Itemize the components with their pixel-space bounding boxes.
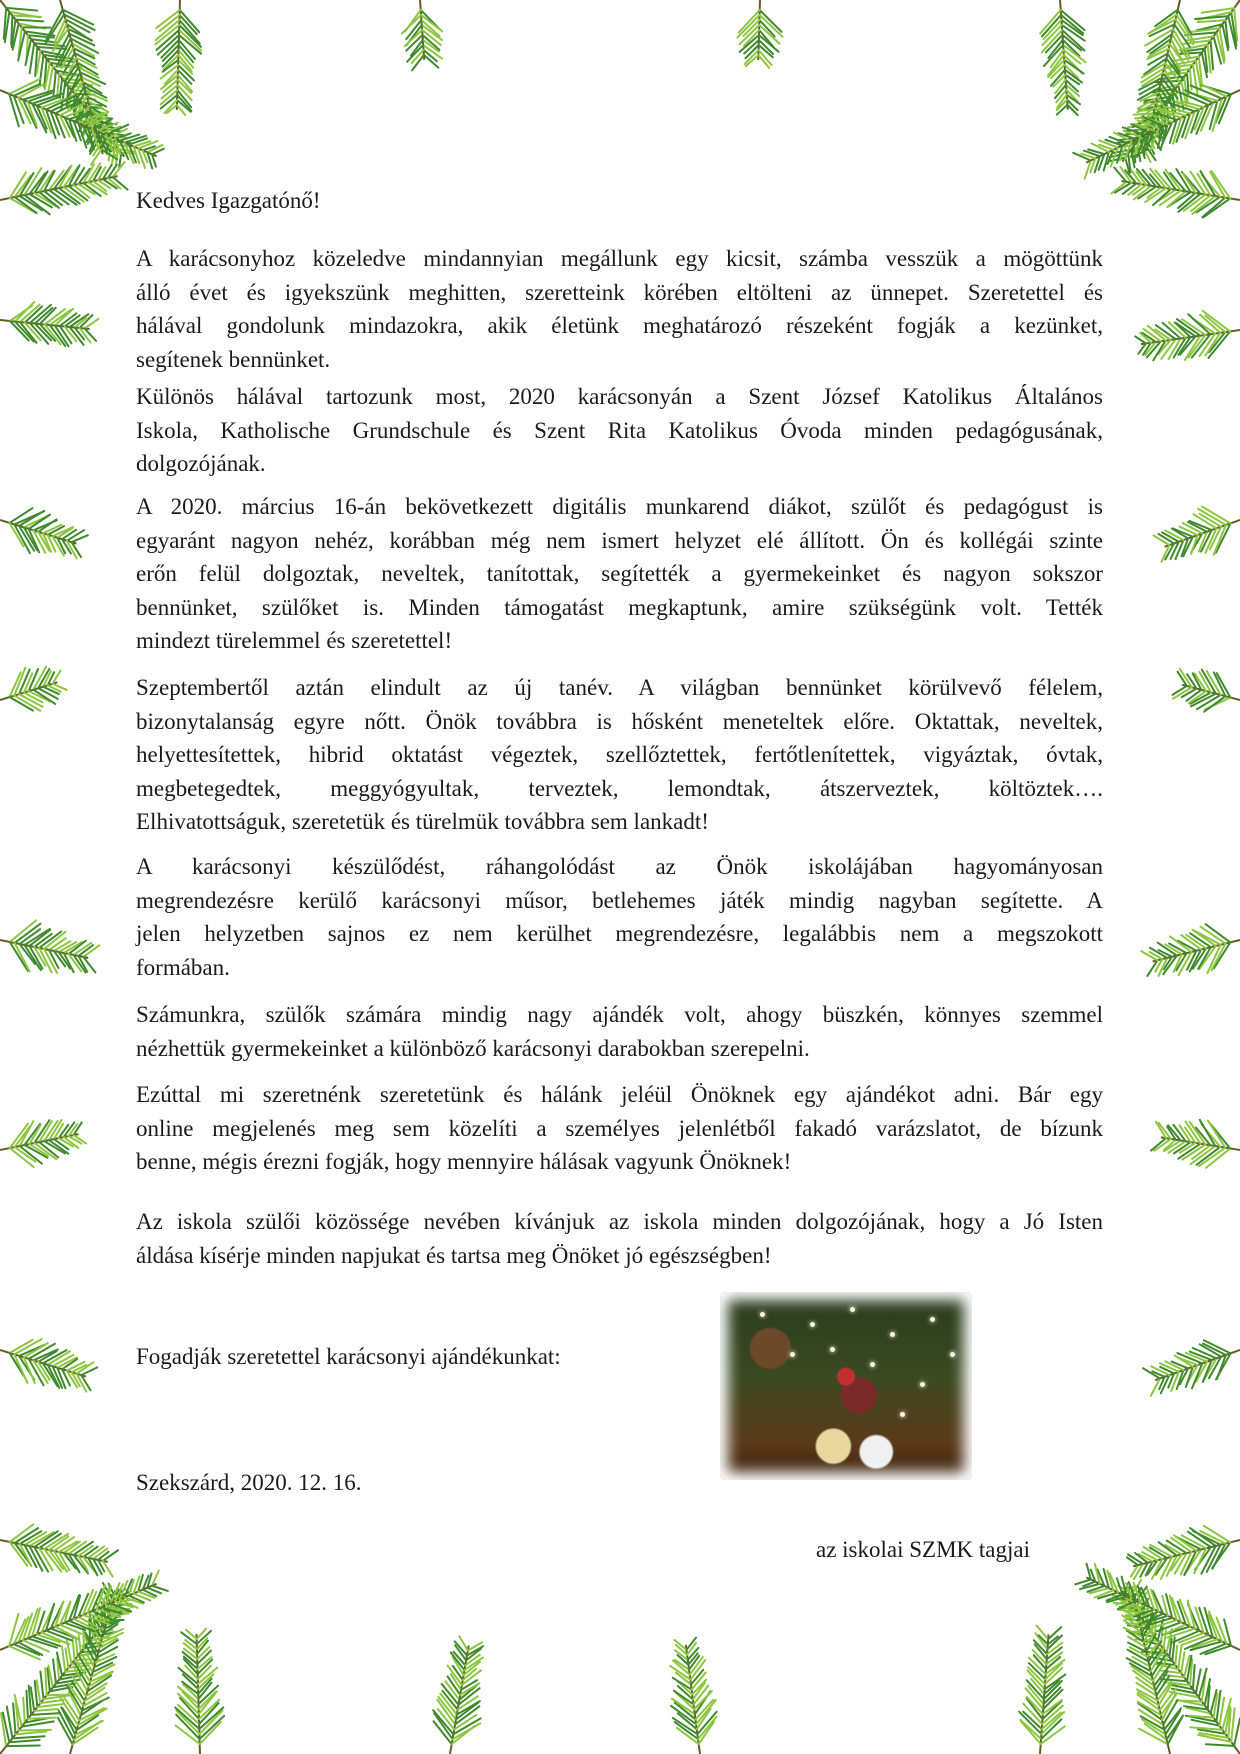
text-line: álló évet és igyekszünk meghitten, szeretteink körében eltölteni az ünnepet. Szeretettel és: [136, 279, 1103, 305]
text-line: Ezúttal mi szeretnénk szeretetünk és hálánk jeléül Önöknek egy ajándékot adni. Bár egy: [136, 1082, 1103, 1107]
bokeh-light: [950, 1352, 955, 1357]
bokeh-light: [890, 1332, 895, 1337]
signature: az iskolai SZMK tagjai: [816, 1537, 1030, 1562]
closing-line: Fogadják szeretettel karácsonyi ajándékunkat:: [136, 1344, 561, 1369]
bokeh-light: [900, 1412, 905, 1417]
text-line: helyettesítettek, hibrid oktatást végeztek, szellőztettek, fertőtlenítettek, vigyáztak, óvtak,: [136, 742, 1103, 768]
pine-branch: [737, 0, 782, 68]
bokeh-light: [850, 1307, 855, 1312]
text-line: Iskola, Katholische Grundschule és Szent Rita Katolikus Óvoda minden pedagógusának,: [136, 417, 1103, 443]
pine-branch: [0, 1120, 86, 1167]
pine-branch: [1143, 1340, 1240, 1396]
bokeh-light: [930, 1317, 935, 1322]
text-line: jelen helyzetben sajnos ez nem kerülhet megrendezésre, legalábbis nem a megszokott: [136, 921, 1103, 947]
text-line: A karácsonyhoz közeledve mindannyian megállunk egy kicsit, számba vesszük a mögöttünk: [136, 246, 1103, 271]
text-line: A karácsonyi készülődést, ráhangolódást az Önök iskolájában hagyományosan: [136, 854, 1103, 879]
pine-branch: [0, 79, 164, 168]
paragraph: [136, 850, 1103, 984]
text-line: megrendezésre kerülő karácsonyi műsor, betlehemes játék mindig nagyban segítette. A: [136, 887, 1103, 913]
paragraph: [136, 1205, 1103, 1272]
pine-branch: [1040, 0, 1086, 115]
text-line: Szeptembertől aztán elindult az új tanév. A világban bennünket körülvevő félelem,: [136, 675, 1103, 700]
pine-branch: [670, 1638, 717, 1754]
pine-branch: [175, 1629, 224, 1754]
bokeh-light: [760, 1312, 765, 1317]
pine-branch: [1172, 669, 1240, 712]
pine-branch: [1127, 1526, 1240, 1579]
pine-branch: [0, 920, 99, 973]
place-date: Szekszárd, 2020. 12. 16.: [136, 1470, 362, 1495]
text-line: dolgozójának.: [136, 451, 266, 477]
pine-branch: [0, 162, 128, 214]
text-line: bizonytalanság egyre nőtt. Önök továbbra is hősként meneteltek előre. Oktattak, neveltek,: [136, 708, 1103, 734]
text-line: mindezt türelemmel és szeretettel!: [136, 628, 453, 654]
nativity-photo: [720, 1292, 972, 1480]
bokeh-light: [790, 1352, 795, 1357]
text-line: formában.: [136, 954, 230, 980]
pine-branch: [1135, 311, 1240, 360]
pine-branch: [155, 0, 201, 115]
pine-branch: [0, 508, 88, 558]
text-line: erőn felül dolgoztak, neveltek, tanítottak, segítették a gyermekeinket és nagyon sokszor: [136, 561, 1103, 587]
paragraph: [136, 380, 1103, 481]
pine-branch: [1141, 924, 1240, 976]
paragraph: [136, 671, 1103, 839]
bokeh-light: [830, 1347, 835, 1352]
greeting: Kedves Igazgatónő!: [136, 188, 321, 213]
paragraph: [136, 1078, 1103, 1179]
bokeh-light: [870, 1362, 875, 1367]
pine-branch: [402, 0, 442, 70]
text-line: Az iskola szülői közössége nevében kívánjuk az iskola minden dolgozójának, hogy a Jó Isten: [136, 1209, 1103, 1234]
text-line: A 2020. március 16-án bekövetkezett digitális munkarend diákot, szülőt és pedagógust is: [136, 494, 1103, 519]
text-line: áldása kísérje minden napjukat és tartsa meg Önöket jó egészségben!: [136, 1242, 772, 1268]
text-line: online megjelenés meg sem közelíti a személyes jelenlétből fakadó varázslatot, de bízunk: [136, 1115, 1103, 1141]
pine-branch: [433, 1636, 483, 1754]
text-line: Különös hálával tartozunk most, 2020 karácsonyán a Szent József Katolikus Általános: [136, 384, 1103, 409]
text-line: Számunkra, szülők számára mindig nagy ajándék volt, ahogy büszkén, könnyes szemmel: [136, 1002, 1103, 1027]
paragraph: [136, 998, 1103, 1065]
bokeh-light: [810, 1322, 815, 1327]
pine-branch: [0, 1524, 118, 1576]
text-line: egyaránt nagyon nehéz, korábban még nem ismert helyzet elé állított. Ön és kollégái szinte: [136, 527, 1103, 553]
text-line: benne, mégis érezni fogják, hogy mennyire hálásak vagyunk Önöknek!: [136, 1149, 792, 1175]
pine-branch: [1154, 507, 1240, 562]
paragraph: [136, 242, 1103, 376]
pine-branch: [0, 667, 67, 711]
text-line: bennünket, szülőket is. Minden támogatást megkaptunk, amire szükségünk volt. Tették: [136, 594, 1103, 620]
pine-branch: [1151, 1120, 1240, 1168]
pine-branch: [0, 302, 99, 346]
text-line: segítenek bennünket.: [136, 346, 331, 372]
pine-branch: [1111, 167, 1240, 218]
text-line: Elhivatottságuk, szeretetük és türelmük továbbra sem lankadt!: [136, 809, 709, 835]
pine-branch: [1019, 1626, 1065, 1754]
pine-branch: [0, 1339, 97, 1391]
paragraph: [136, 490, 1103, 658]
text-line: nézhettük gyermekeinket a különböző karácsonyi darabokban szerepelni.: [136, 1035, 810, 1061]
text-line: hálával gondolunk mindazokra, akik életünk meghatározó részeként fogják a kezünket,: [136, 313, 1103, 339]
bokeh-light: [920, 1382, 925, 1387]
text-line: megbetegedtek, meggyógyultak, terveztek, lemondtak, átszerveztek, költöztek….: [136, 775, 1103, 801]
